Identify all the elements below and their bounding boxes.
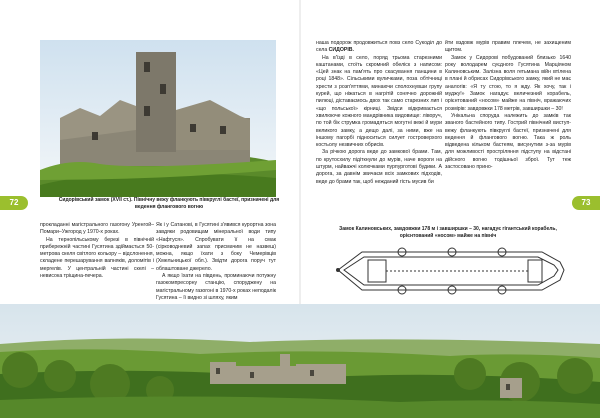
text-column-2	[156, 222, 276, 302]
paragraph: йти вздовж мурів правим плечем, не захищеним щитом.	[445, 40, 571, 54]
paragraph-text: наша подорож продовжиться повз село Сукоділ до села	[316, 40, 442, 54]
paragraph: А якщо їхати на південь, проминаючи потужну газокомпресорну станцію, споруджену на магістральному газогоні в 1970-х роках неподалік Гусятина – її видно зі шляху, яким	[156, 273, 276, 301]
paragraph: Унікальна споруда належить до замків так званого бастейного типу. Гострий північний виступ-вежу фланкують півкруглі бастеї, призначені для ведення й флангового вогню. Така ж роль відведена кільком бастеям, висунутим з-за мурів для можливості простріляння підступу на відстані дійсного вогню тодішньої зброї. Тут теж застосовано прино-	[445, 112, 571, 171]
paragraph: прокладанні магістрального газогону Уренгой–Помари–Ужгород у 1970-х роках.	[40, 222, 154, 236]
paragraph: За річкою дорога веде до замкової брами. Там, по крутосхилу підіткнули до мурів, наче вороги на штурм, найважчі колючками пурпурготові будики. А дорога, за давнім звичаєм всіх замкових підходів, веде до брами так, щоб нежданий гість мусив би	[316, 149, 442, 185]
panorama-photo	[0, 304, 600, 418]
castle-photo	[40, 40, 276, 197]
castle-photo-caption: Сидорівський замок (XVII ст.). Північну вежу фланкують півкруглі бастеї, призначені для ведення флангового вогню	[58, 197, 280, 210]
paragraph: На в'їзді в село, поряд трьома старезними каштанами, стоїть скромний обеліск з написом: «Цей знак на пам'ять про скасування панщини в році 1848». Сільськими вуличками, поза обтічниці хрести з розп'яттями, минаючи сполохнувши групу курей, що ніжаться в нагрітій сонячно дорожній пилюці, діставаємось двох так само старезних лип і «що польської» кірниці. Звідси відкривається хвилююче кожного мандрівника видовище: ліворуч, по той бік струмка громадяться могутні вежі й мури великого замку, а дещо далі, за ними, вже на іншому пагорбі підноситься силует гостроверхого костьолу незвичних обрисів.	[316, 54, 442, 149]
paragraph	[316, 40, 442, 55]
text-column-4	[445, 40, 571, 171]
page-number-right: 73	[572, 196, 600, 210]
page-number-left: 72	[0, 196, 28, 210]
castle-plan-drawing	[332, 240, 572, 302]
paragraph: На тернопільському березі в північній прибережній частині Гусятина здіймається 50-метрова скеля світлого кольору – відслонення, складене перешарування вапняків, доломітів і мергелів. У центральній частині скелі – невисока тріщина-печера.	[40, 236, 154, 280]
text-column-3	[316, 40, 442, 186]
paragraph: Замок у Сидорові побудований близько 1640 року володарем суєдного Гусятина Марціяном Калиновським. Залізна воля гетьмана війн втілена в плані й обрисах Сидорівського замку, який не має аналогів: «Я ту стою, то я жду. Як хочу, так і муджу!» Замок нагадує величезний корабель, орієнтований «носом» майже на північ, вражаючих розмірів: завдовжки 178 метрів, завширшки – 30!	[445, 54, 571, 112]
text-column-1	[40, 222, 154, 280]
village-name: СИДОРІВ.	[328, 47, 354, 54]
plan-caption: Замок Калиновських, завдовжки 178 м і завширшки – 30, нагадує гігантський корабель, орієнтований «носом» майже на північ	[339, 226, 557, 239]
paragraph: Як і у Сатанові, в Гусятині з'явився курортна зона завдяки родовищам мінеральної води типу «Нафтуся». Спробувати її на смак (сірководневий запах присмачим не назвеш) можна, якщо їхати з боку Чемерівців (Хмельницької обл.). Звідти дорога поруч тут облаштоване джерело.	[156, 222, 276, 272]
